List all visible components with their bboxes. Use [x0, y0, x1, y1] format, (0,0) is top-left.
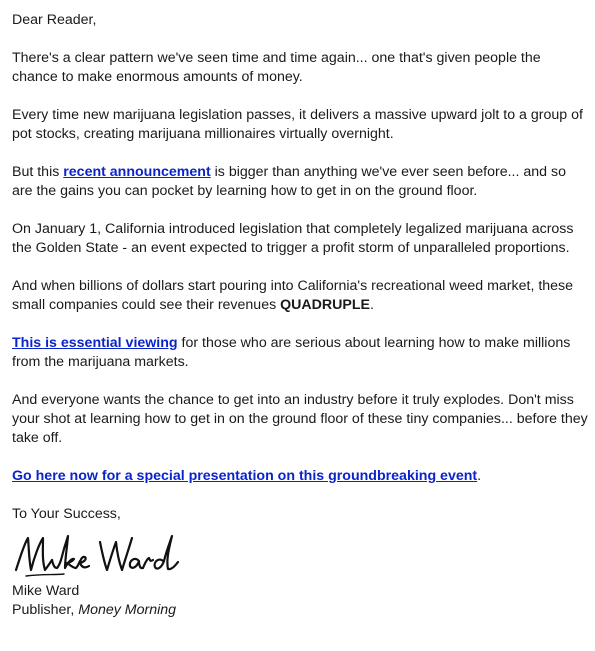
author-title: [12, 601, 590, 620]
greeting: Dear Reader,: [12, 12, 97, 28]
essential-viewing-link[interactable]: This is essential viewing: [12, 335, 178, 351]
title-prefix: Publisher,: [12, 602, 79, 618]
letter-body: [12, 11, 590, 620]
text-segment: .: [369, 297, 374, 313]
paragraph-california: On January 1, California introduced legislation that completely legalized marijuana across the Golden State - an event expected to trigger a profit storm of unparalleled proportions.: [12, 221, 574, 256]
signature-block: [12, 582, 590, 620]
publication-name: Money Morning: [78, 602, 177, 618]
text-segment: for those who are serious about learning how to make millions from the marijuana markets.: [12, 335, 571, 370]
paragraph-pattern: There's a clear pattern we've seen time and time again... one that's given people the chance to make enormous amounts of money.: [12, 50, 541, 85]
signature-image: [12, 530, 192, 582]
paragraph-announcement: [12, 163, 590, 201]
recent-announcement-link[interactable]: recent announcement: [63, 164, 211, 180]
presentation-link[interactable]: Go here now for a special presentation on this groundbreaking event: [12, 468, 478, 484]
paragraph-legislation: Every time new marijuana legislation passes, it delivers a massive upward jolt to a group of pot stocks, creating marijuana millionaires virtually overnight.: [12, 107, 583, 142]
text-segment: .: [477, 468, 482, 484]
quadruple-emphasis: QUADRUPLE: [280, 297, 370, 313]
text-segment: is bigger than anything we've ever seen before... and so are the gains you can pocket by learning how to get in on the ground floor.: [12, 164, 566, 199]
paragraph-revenues: [12, 277, 590, 315]
text-segment: And when billions of dollars start pouring into California's recreational weed market, these small companies could see their revenues: [12, 278, 574, 313]
paragraph-industry: And everyone wants the chance to get into an industry before it truly explodes. Don't miss your shot at learning how to get in on the ground floor of these tiny companies... before they take off.: [12, 392, 588, 446]
paragraph-essential-viewing: [12, 334, 590, 372]
paragraph-presentation: [12, 467, 590, 486]
author-name: Mike Ward: [12, 583, 80, 599]
closing: To Your Success,: [12, 506, 121, 522]
text-segment: But this: [12, 164, 64, 180]
